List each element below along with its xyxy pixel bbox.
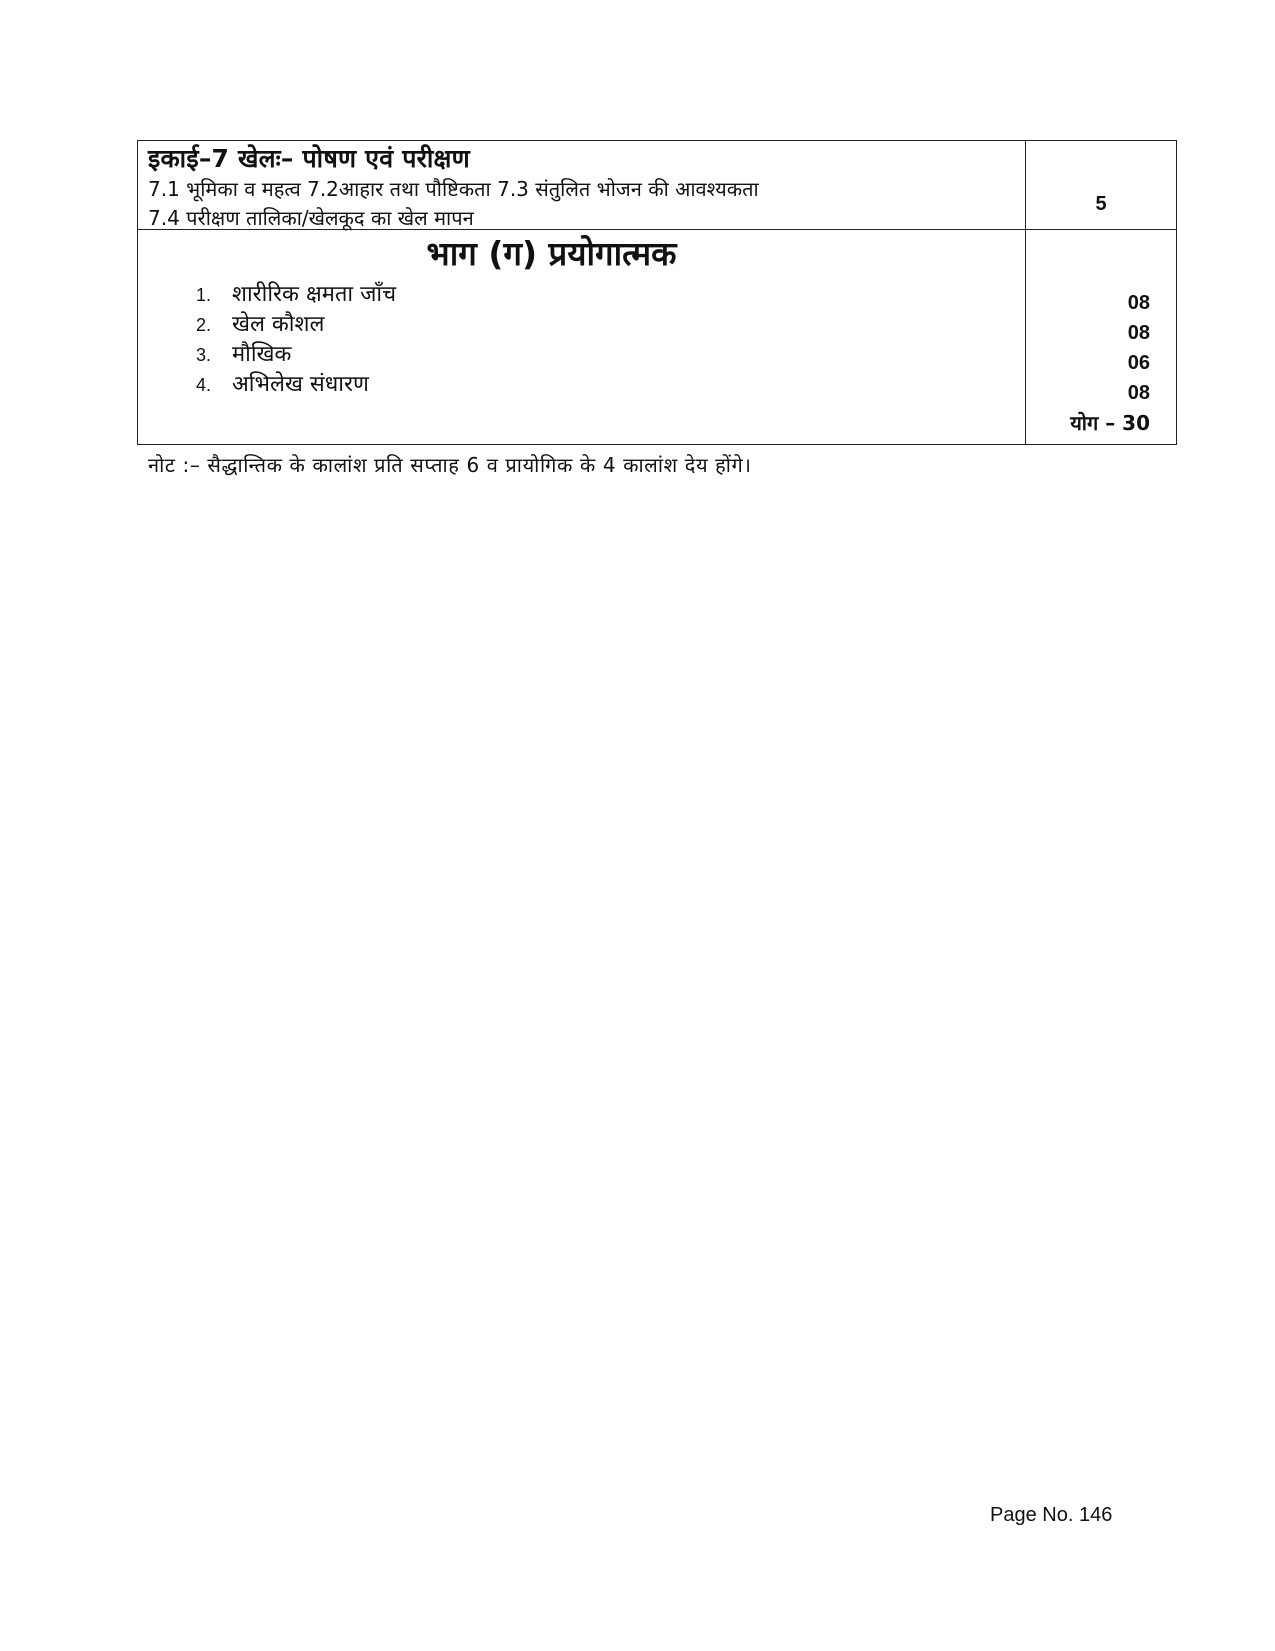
practical-item-number: 4. (196, 375, 212, 395)
unit-7-marks: 5 (1095, 193, 1107, 215)
unit-7-topics-line-1: 7.1 भूमिका व महत्व 7.2आहार तथा पौष्टिकता 7.3 संतुलित भोजन की आवश्यकता (148, 177, 759, 201)
unit-7-row (138, 141, 1177, 230)
practical-total: योग – 30 (1070, 411, 1150, 435)
practical-item-number: 2. (196, 315, 212, 335)
practical-marks-cell (1026, 230, 1177, 445)
practical-list (148, 278, 1015, 398)
practical-item-text: खेल कौशल (232, 312, 325, 337)
unit-7-content-cell (138, 141, 1026, 230)
practical-item-marks: 08 (1127, 322, 1150, 344)
practical-item-text: मौखिक (232, 342, 292, 367)
practical-item-number: 1. (196, 285, 212, 305)
practical-item (196, 338, 1015, 368)
practical-item-number: 3. (196, 345, 212, 365)
practical-item (196, 308, 1015, 338)
practical-item-text: अभिलेख संधारण (232, 372, 369, 397)
practical-item-marks: 08 (1127, 382, 1150, 404)
unit-7-topics-line-2: 7.4 परीक्षण तालिका/खेलकूद का खेल मापन (148, 206, 474, 230)
practical-item-marks: 08 (1127, 292, 1150, 314)
practical-heading: भाग (ग) प्रयोगात्मक (426, 234, 677, 273)
note-text: नोट :– सैद्धान्तिक के कालांश प्रति सप्ताह 6 व प्रायोगिक के 4 कालांश देय होंगे। (148, 453, 752, 477)
practical-item (196, 368, 1015, 398)
unit-7-title: इकाई–7 खेलः– पोषण एवं परीक्षण (148, 144, 470, 173)
practical-item-marks: 06 (1127, 352, 1150, 374)
practical-row (138, 230, 1177, 445)
page-number: Page No. 146 (990, 1504, 1113, 1526)
practical-content-cell (138, 230, 1026, 445)
practical-item (196, 278, 1015, 308)
practical-item-text: शारीरिक क्षमता जाँच (232, 282, 397, 307)
syllabus-table (137, 140, 1177, 445)
unit-7-marks-cell (1026, 141, 1177, 230)
